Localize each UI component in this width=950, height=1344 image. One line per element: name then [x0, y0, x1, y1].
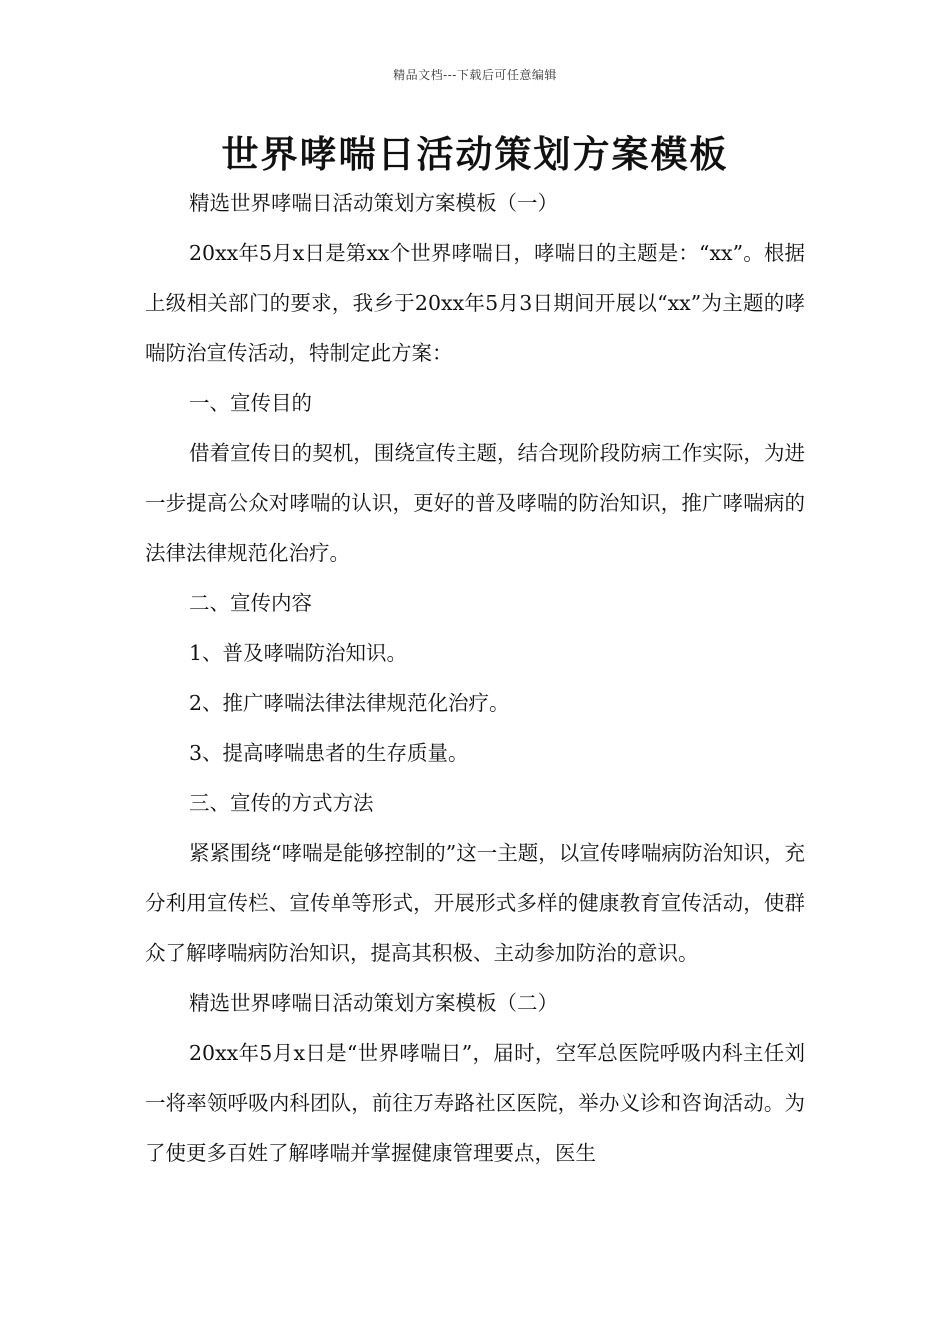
- paragraph-purpose: 借着宣传日的契机，围绕宣传主题，结合现阶段防病工作实际，为进一步提高公众对哮喘的认识，更好的普及哮喘的防治知识，推广哮喘病的法律法律规范化治疗。: [145, 441, 805, 565]
- paragraph-intro: 20xx年5月x日是第xx个世界哮喘日，哮喘日的主题是：“xx”。根据上级相关部门的要求，我乡于20xx年5月3日期间开展以“xx”为主题的哮喘防治宣传活动，特制定此方案：: [145, 241, 805, 365]
- section-heading-template-1: 精选世界哮喘日活动策划方案模板（一）: [189, 191, 558, 215]
- document-title: 世界哮喘日活动策划方案模板: [221, 133, 729, 176]
- heading-purpose: 一、宣传目的: [189, 391, 312, 415]
- list-item-3: 3、提高哮喘患者的生存质量。: [189, 741, 469, 765]
- document-body: [145, 178, 805, 1178]
- section-heading-template-2: 精选世界哮喘日活动策划方案模板（二）: [189, 991, 558, 1015]
- paragraph-methods: 紧紧围绕“哮喘是能够控制的”这一主题，以宣传哮喘病防治知识，充分利用宣传栏、宣传单等形式，开展形式多样的健康教育宣传活动，使群众了解哮喘病防治知识，提高其积极、主动参加防治的意识。: [145, 841, 805, 965]
- heading-content: 二、宣传内容: [189, 591, 312, 615]
- heading-methods: 三、宣传的方式方法: [189, 791, 374, 815]
- list-item-1: 1、普及哮喘防治知识。: [189, 641, 408, 665]
- header-note: 精品文档---下载后可任意编辑: [393, 68, 557, 82]
- list-item-2: 2、推广哮喘法律法律规范化治疗。: [189, 691, 510, 715]
- paragraph-template-2-intro: 20xx年5月x日是“世界哮喘日”，届时，空军总医院呼吸内科主任刘一将率领呼吸内科团队，前往万寿路社区医院，举办义诊和咨询活动。为了使更多百姓了解哮喘并掌握健康管理要点，医生: [145, 1041, 805, 1165]
